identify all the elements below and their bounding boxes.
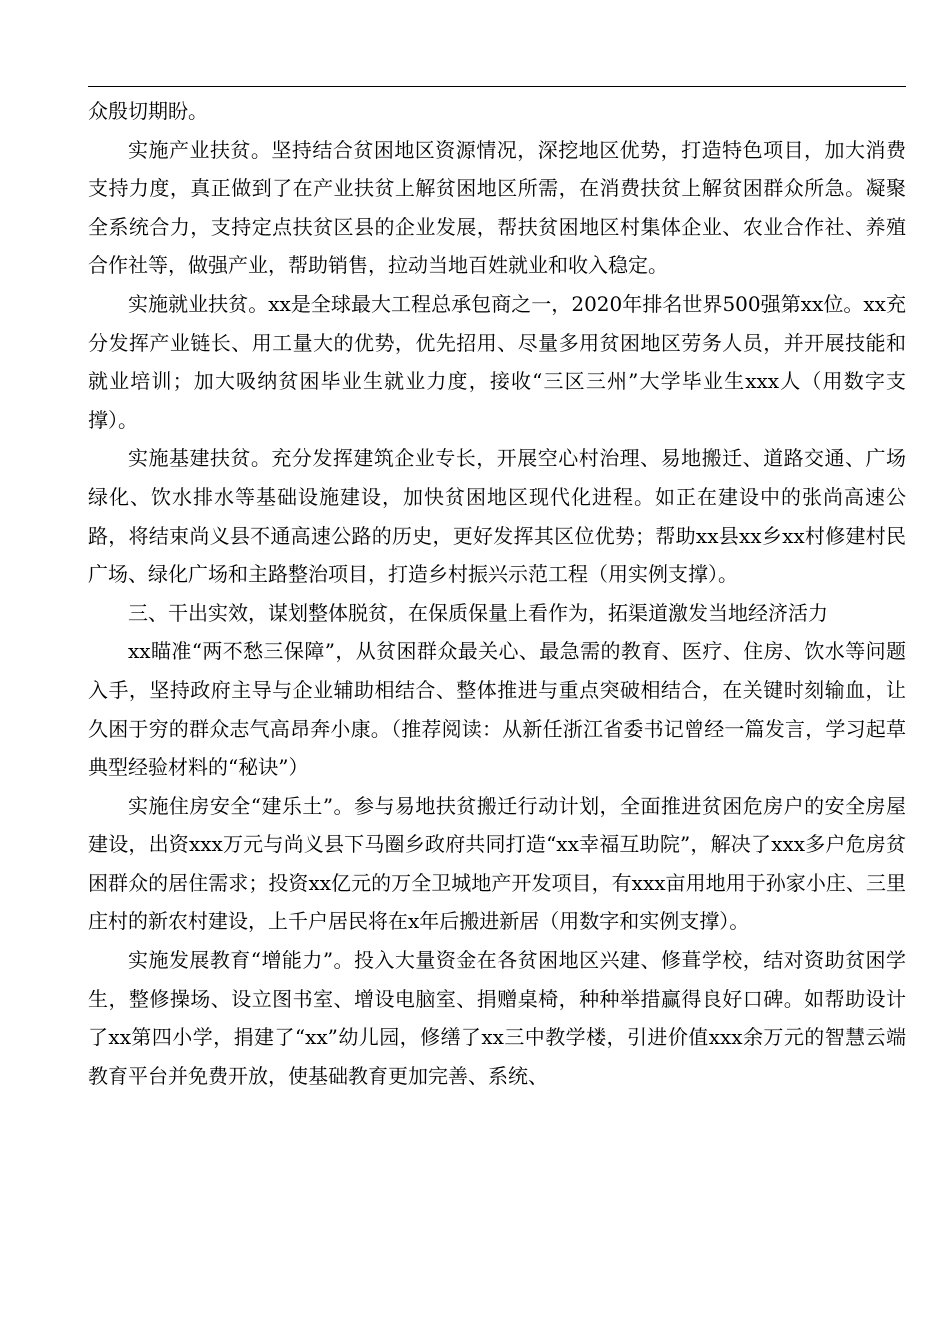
paragraph-employment-poverty-relief: 实施就业扶贫。xx是全球最大工程总承包商之一，2020年排名世界500强第xx位。xx充分发挥产业链长、用工量大的优势，优先招用、尽量多用贫困地区劳务人员，并开展技能和就业培训；加大吸纳贫困毕业生就业力度，接收“三区三州”大学毕业生xxx人（用数字支撑）。 — [88, 291, 906, 432]
paragraph-continuation: 众殷切期盼。 — [88, 99, 208, 123]
document-body — [88, 92, 906, 1095]
paragraph-housing-safety: 实施住房安全“建乐土”。参与易地扶贫搬迁行动计划，全面推进贫困危房户的安全房屋建设，出资xxx万元与尚义县下马圈乡政府共同打造“xx幸福互助院”，解决了xxx多户危房贫困群众的居住需求；投资xx亿元的万全卫城地产开发项目，有xxx亩用地用于孙家小庄、三里庄村的新农村建设，上千户居民将在x年后搬进新居（用数字和实例支撑）。 — [88, 793, 906, 934]
paragraph-industry-poverty-relief: 实施产业扶贫。坚持结合贫困地区资源情况，深挖地区优势，打造特色项目，加大消费支持力度，真正做到了在产业扶贫上解贫困地区所需，在消费扶贫上解贫困群众所急。凝聚全系统合力，支持定点扶贫区县的企业发展，帮扶贫困地区村集体企业、农业合作社、养殖合作社等，做强产业，帮助销售，拉动当地百姓就业和收入稳定。 — [88, 137, 906, 278]
section-heading-three: 三、干出实效，谋划整体脱贫，在保质保量上看作为，拓渠道激发当地经济活力 — [128, 600, 828, 625]
paragraph-section-three-intro: xx瞄准“两不愁三保障”，从贫困群众最关心、最急需的教育、医疗、住房、饮水等问题入手，坚持政府主导与企业辅助相结合、整体推进与重点突破相结合，在关键时刻输血，让久困于穷的群众志气高昂奔小康。（推荐阅读：从新任浙江省委书记曾经一篇发言，学习起草典型经验材料的“秘诀”） — [88, 639, 906, 780]
header-rule — [88, 86, 906, 87]
paragraph-infrastructure-poverty-relief: 实施基建扶贫。充分发挥建筑企业专长，开展空心村治理、易地搬迁、道路交通、广场绿化、饮水排水等基础设施建设，加快贫困地区现代化进程。如正在建设中的张尚高速公路，将结束尚义县不通高速公路的历史，更好发挥其区位优势；帮助xx县xx乡xx村修建村民广场、绿化广场和主路整治项目，打造乡村振兴示范工程（用实例支撑）。 — [88, 446, 906, 587]
paragraph-education-development: 实施发展教育“增能力”。投入大量资金在各贫困地区兴建、修葺学校，结对资助贫困学生，整修操场、设立图书室、增设电脑室、捐赠桌椅，种种举措赢得良好口碑。如帮助设计了xx第四小学，捐建了“xx”幼儿园，修缮了xx三中教学楼，引进价值xxx余万元的智慧云端教育平台并免费开放，使基础教育更加完善、系统、 — [88, 948, 906, 1088]
